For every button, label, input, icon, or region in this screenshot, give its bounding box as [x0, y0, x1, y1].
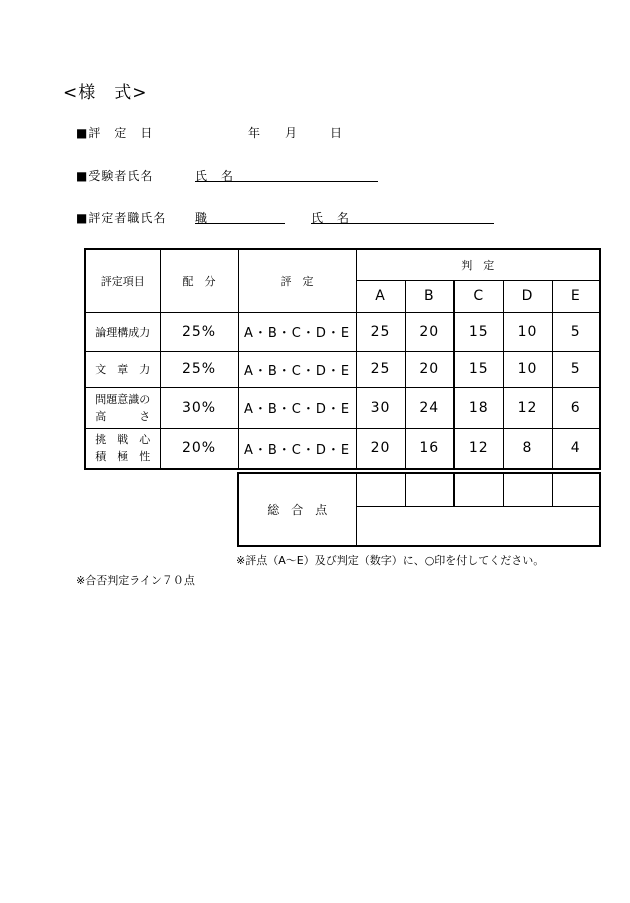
pass-line-note: ※合否判定ライン７０点	[76, 574, 195, 587]
evaluator-label: ■評定者職氏名	[76, 211, 167, 225]
evaluator-position-field[interactable]	[195, 223, 285, 224]
score-cell[interactable]: 10	[503, 351, 552, 387]
rating-options[interactable]: A・B・C・D・E	[238, 351, 356, 387]
points-value: 25%	[160, 312, 238, 351]
grade-header: D	[503, 280, 552, 312]
score-cell[interactable]: 15	[454, 351, 503, 387]
score-cell[interactable]: 15	[454, 312, 503, 351]
evaluator-name-field[interactable]	[311, 223, 494, 224]
evaluation-table	[84, 248, 601, 470]
item-label-line1: 挑 戦 心	[95, 433, 151, 447]
score-cell[interactable]: 5	[552, 351, 600, 387]
form-title: <様 式>	[63, 83, 148, 103]
rating-options[interactable]: A・B・C・D・E	[238, 312, 356, 351]
score-cell[interactable]: 20	[405, 351, 454, 387]
date-label: ■評 定 日	[76, 126, 154, 140]
total-score-input[interactable]	[356, 506, 600, 546]
item-label-line1: 問題意識の	[95, 392, 151, 406]
instruction-note: ※評点（A〜E）及び判定（数字）に、○印を付してください。	[236, 554, 545, 567]
day-label: 日	[330, 126, 344, 140]
score-cell[interactable]: 20	[356, 428, 405, 469]
rating-options[interactable]: A・B・C・D・E	[238, 428, 356, 469]
score-cell[interactable]: 4	[552, 428, 600, 469]
year-label: 年	[248, 126, 262, 140]
table-row	[85, 351, 600, 387]
item-label: 論理構成力	[85, 312, 160, 351]
header-judgment: 判 定	[356, 249, 600, 280]
evaluator-position-label: 職	[195, 211, 209, 225]
examinee-name-field[interactable]	[195, 181, 378, 182]
total-score-cell[interactable]	[356, 473, 405, 506]
total-score-label: 総 合 点	[238, 473, 356, 546]
score-cell[interactable]: 12	[454, 428, 503, 469]
total-score-table	[237, 472, 601, 547]
table-row	[85, 387, 600, 428]
total-score-cell[interactable]	[552, 473, 600, 506]
month-label: 月	[285, 126, 299, 140]
examinee-name-label: 氏 名	[195, 169, 235, 183]
points-value: 20%	[160, 428, 238, 469]
points-value: 30%	[160, 387, 238, 428]
total-score-cell[interactable]	[454, 473, 503, 506]
table-row	[85, 428, 600, 469]
header-points: 配 分	[160, 249, 238, 312]
total-score-cell[interactable]	[405, 473, 454, 506]
score-cell[interactable]: 25	[356, 351, 405, 387]
evaluator-name-label: 氏 名	[311, 211, 351, 225]
examinee-label: ■受験者氏名	[76, 169, 154, 183]
grade-header: E	[552, 280, 600, 312]
score-cell[interactable]: 6	[552, 387, 600, 428]
score-cell[interactable]: 30	[356, 387, 405, 428]
points-value: 25%	[160, 351, 238, 387]
score-cell[interactable]: 10	[503, 312, 552, 351]
item-label-line2: 高 さ	[95, 409, 151, 423]
score-cell[interactable]: 24	[405, 387, 454, 428]
score-cell[interactable]: 18	[454, 387, 503, 428]
header-item: 評定項目	[85, 249, 160, 312]
header-rating: 評 定	[238, 249, 356, 312]
item-label	[85, 428, 160, 469]
grade-header: A	[356, 280, 405, 312]
score-cell[interactable]: 25	[356, 312, 405, 351]
rating-options[interactable]: A・B・C・D・E	[238, 387, 356, 428]
item-label: 文 章 力	[85, 351, 160, 387]
score-cell[interactable]: 16	[405, 428, 454, 469]
score-cell[interactable]: 8	[503, 428, 552, 469]
score-cell[interactable]: 12	[503, 387, 552, 428]
total-score-cell[interactable]	[503, 473, 552, 506]
item-label-line2: 積 極 性	[95, 450, 151, 464]
score-cell[interactable]: 5	[552, 312, 600, 351]
grade-header: B	[405, 280, 454, 312]
item-label	[85, 387, 160, 428]
table-row	[85, 312, 600, 351]
score-cell[interactable]: 20	[405, 312, 454, 351]
grade-header: C	[454, 280, 503, 312]
